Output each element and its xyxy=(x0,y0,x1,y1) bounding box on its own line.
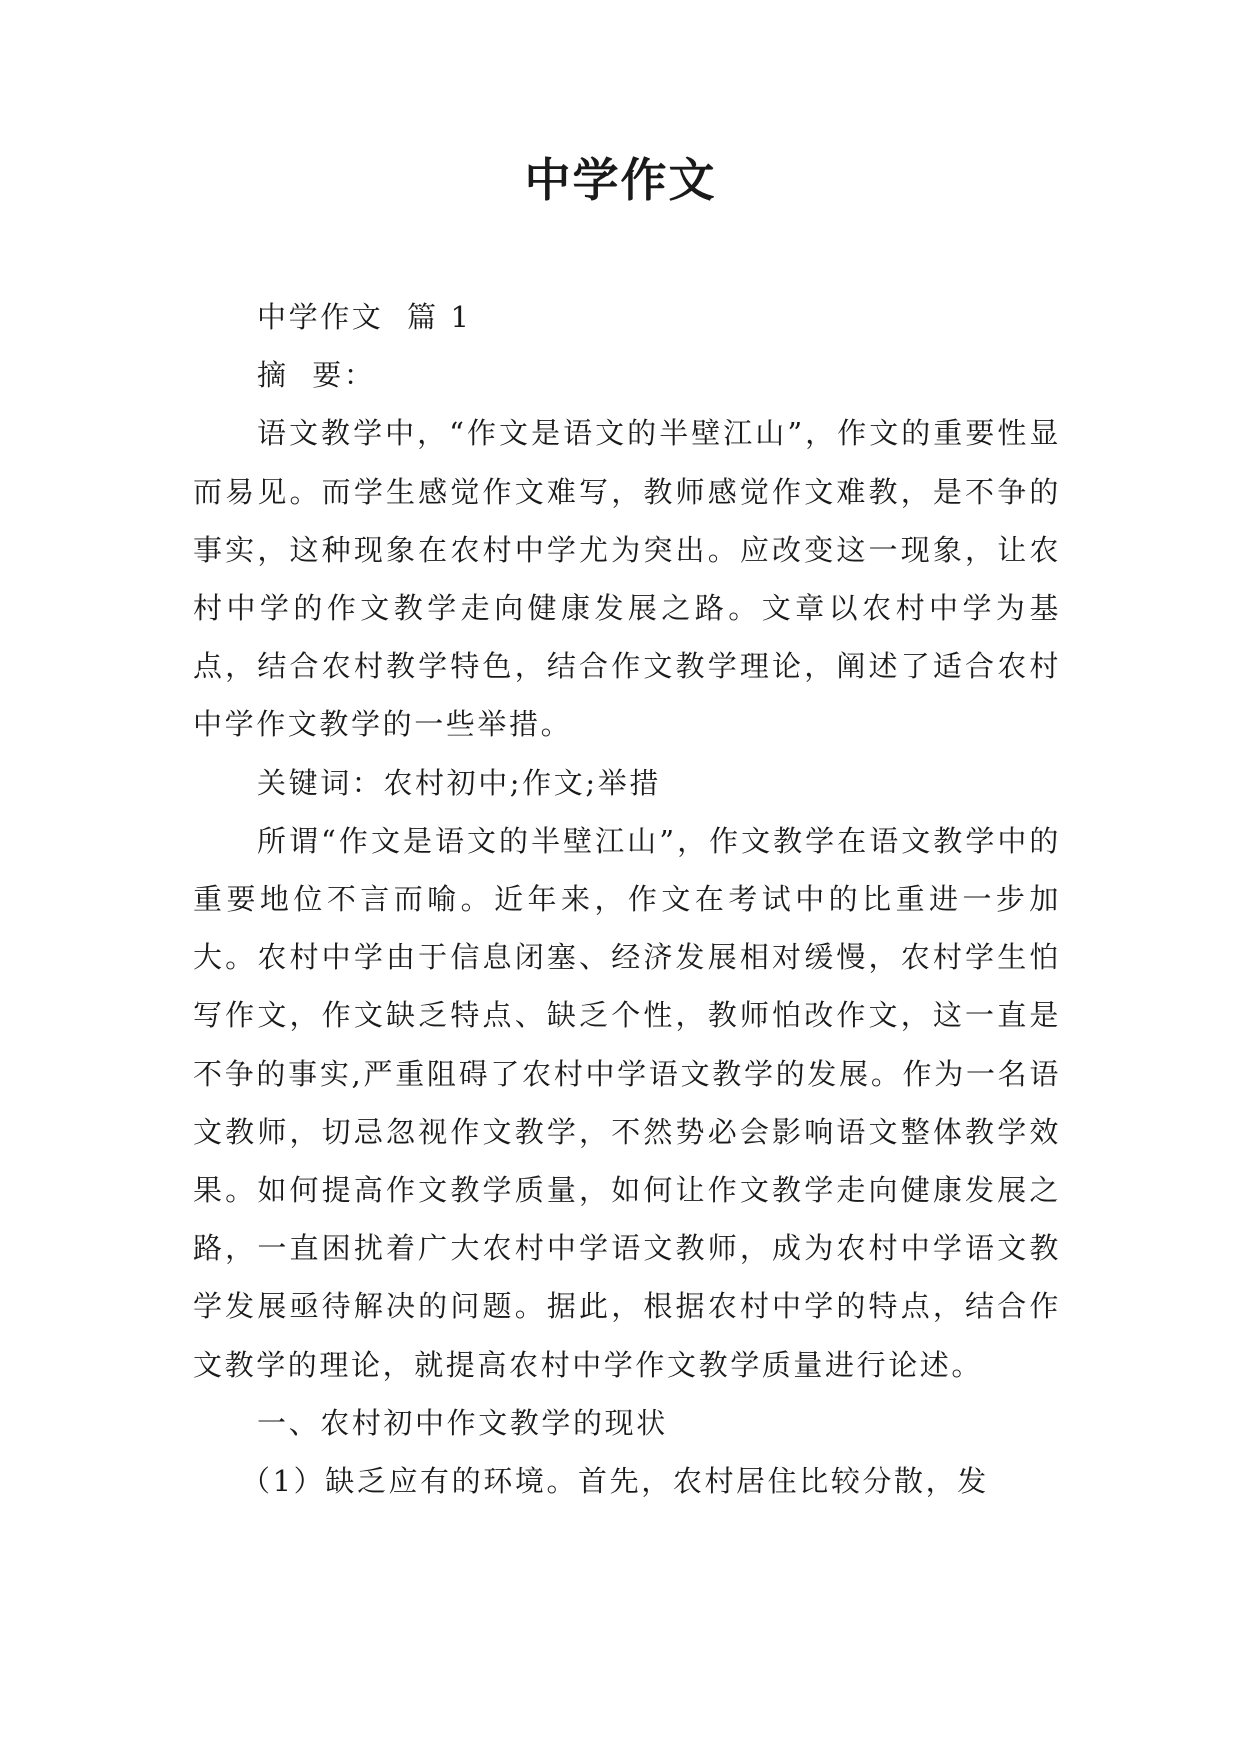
abstract-heading: 摘 要： xyxy=(257,358,376,393)
abstract-body: 语文教学中，“作文是语文的半壁江山”，作文的重要性显而易见。而学生感觉作文难写，教师感觉作文难教，是不争的事实，这种现象在农村中学尤为突出。应改变这一现象，让农村中学的作文教学走向健康发展之路。文章以农村中学为基点，结合农村教学特色，结合作文教学理论，阐述了适合农村中学作文教学的一些举措。 xyxy=(193,416,1061,742)
keywords: 关键词：农村初中;作文;举措 xyxy=(257,765,661,800)
section-heading-1: 一、农村初中作文教学的现状 xyxy=(257,1405,668,1440)
intro-body: 所谓“作文是语文的半壁江山”，作文教学在语文教学中的重要地位不言而喻。近年来，作文在考试中的比重进一步加大。农村中学由于信息闭塞、经济发展相对缓慢，农村学生怕写作文，作文缺乏特点、缺乏个性，教师怕改作文，这一直是不争的事实,严重阻碍了农村中学语文教学的发展。作为一名语文教师，切忌忽视作文教学，不然势必会影响语文整体教学效果。如何提高作文教学质量，如何让作文教学走向健康发展之路，一直困扰着广大农村中学语文教师，成为农村中学语文教学发展亟待解决的问题。据此，根据农村中学的特点，结合作文教学的理论，就提高农村中学作文教学质量进行论述。 xyxy=(193,823,1061,1382)
document-body xyxy=(193,288,1061,1510)
point-1: （1）缺乏应有的环境。首先，农村居住比较分散，发 xyxy=(241,1464,989,1499)
document-title: 中学作文 xyxy=(524,153,717,207)
section-label: 中学作文 篇 1 xyxy=(257,300,472,334)
